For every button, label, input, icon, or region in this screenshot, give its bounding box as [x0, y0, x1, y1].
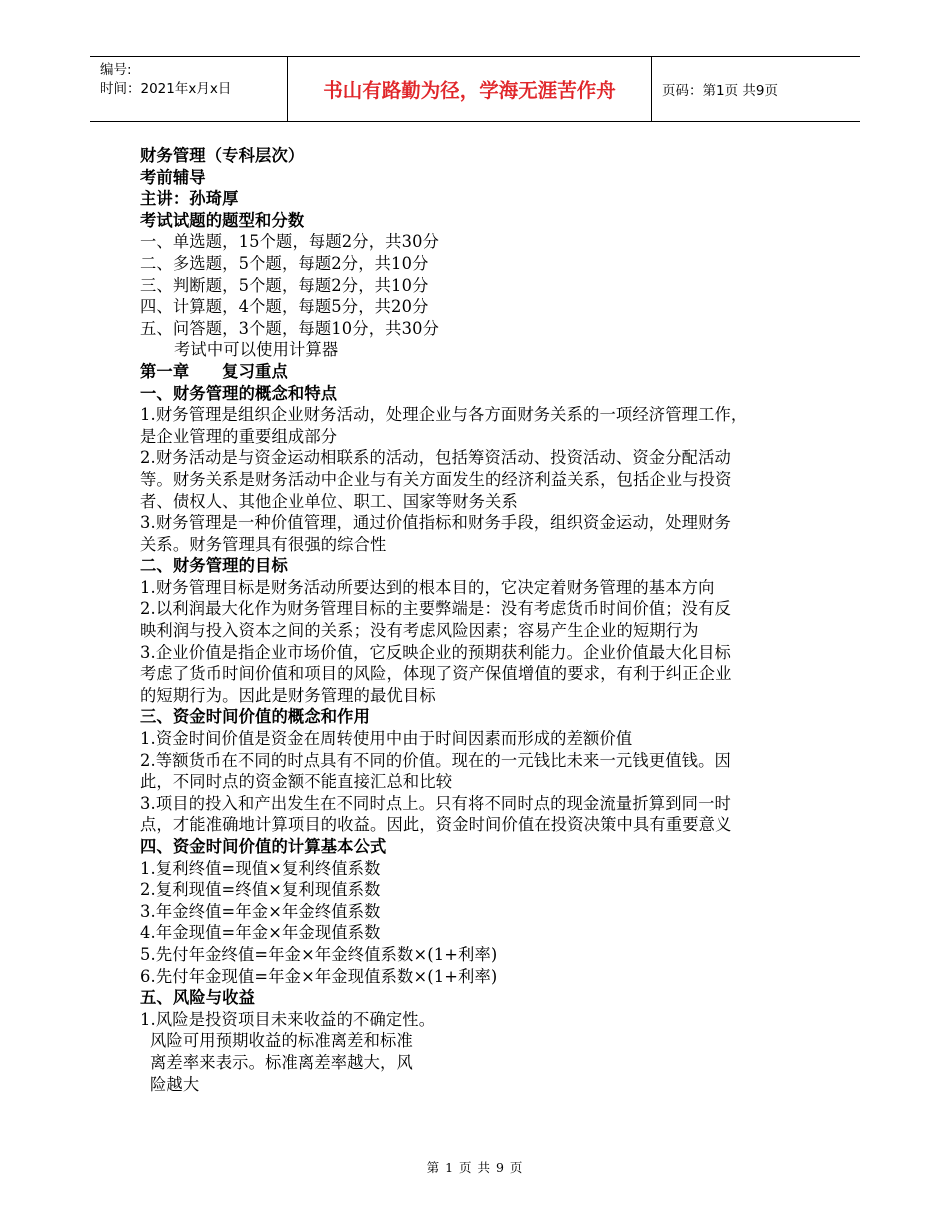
body-line: 2.等额货币在不同的时点具有不同的价值。现在的一元钱比未来一元钱更值钱。因: [140, 750, 731, 770]
time-label: 时间：2021年x月x日: [100, 81, 232, 97]
body-line: 考试中可以使用计算器: [174, 340, 339, 360]
section-heading: 第一章 复习重点: [140, 361, 288, 381]
body-line: 四、计算题，4个题，每题5分，共20分: [140, 297, 429, 317]
body-line: 映利润与投入资本之间的关系；没有考虑风险因素；容易产生企业的短期行为: [140, 621, 699, 641]
body-line: 2.复利现值=终值×复利现值系数: [140, 880, 381, 900]
body-line: 点，才能准确地计算项目的收益。因此，资金时间价值在投资决策中具有重要意义: [140, 815, 732, 835]
body-line: 三、判断题，5个题，每题2分，共10分: [140, 275, 429, 295]
header-left-cell: [90, 57, 287, 121]
body-line: 4.年金现值=年金×年金现值系数: [140, 923, 381, 943]
body-line: 6.先付年金现值=年金×年金现值系数×(1+利率): [140, 966, 498, 986]
document-body: [140, 145, 830, 1095]
body-line: 此，不同时点的资金额不能直接汇总和比较: [140, 772, 453, 792]
body-line: 五、问答题，3个题，每题10分，共30分: [140, 318, 440, 338]
body-line: 1.资金时间价值是资金在周转使用中由于时间因素而形成的差额价值: [140, 729, 633, 749]
body-line: 3.年金终值=年金×年金终值系数: [140, 901, 381, 921]
body-line: 风险可用预期收益的标准离差和标准: [150, 1031, 413, 1051]
section-heading: 考前辅导: [140, 167, 206, 187]
body-line: 2.财务活动是与资金运动相联系的活动，包括筹资活动、投资活动、资金分配活动: [140, 448, 731, 468]
body-line: 二、多选题，5个题，每题2分，共10分: [140, 253, 429, 273]
body-line: 5.先付年金终值=年金×年金终值系数×(1+利率): [140, 944, 498, 964]
body-line: 1.财务管理是组织企业财务活动，处理企业与各方面财务关系的一项经济管理工作，: [140, 405, 748, 425]
body-line: 关系。财务管理具有很强的综合性: [140, 534, 387, 554]
section-heading: 财务管理（专科层次）: [140, 146, 305, 165]
section-heading: 四、资金时间价值的计算基本公式: [140, 837, 387, 856]
body-line: 等。财务关系是财务活动中企业与有关方面发生的经济利益关系，包括企业与投资: [140, 469, 732, 489]
section-heading: 三、资金时间价值的概念和作用: [140, 707, 371, 727]
section-heading: 考试试题的题型和分数: [140, 210, 305, 230]
section-heading: 五、风险与收益: [140, 988, 256, 1008]
body-line: 3.项目的投入和产出发生在不同时点上。只有将不同时点的现金流量折算到同一时: [140, 793, 731, 813]
section-heading: 一、财务管理的概念和特点: [140, 383, 338, 403]
body-line: 险越大: [150, 1074, 200, 1094]
body-line: 1.复利终值=现值×复利终值系数: [140, 858, 381, 878]
header-table: [90, 56, 860, 122]
body-line: 的短期行为。因此是财务管理的最优目标: [140, 685, 436, 705]
header-page-label: 页码：第1页 共9页: [662, 83, 778, 99]
section-heading: 主讲：孙琦厚: [140, 189, 239, 209]
body-line: 离差率来表示。标准离差率越大，风: [150, 1052, 413, 1072]
body-line: 1.财务管理目标是财务活动所要达到的根本目的，它决定着财务管理的基本方向: [140, 577, 715, 597]
header-slogan: 书山有路勤为径，学海无涯苦作舟: [287, 57, 652, 121]
section-heading: 二、财务管理的目标: [140, 556, 288, 576]
body-line: 是企业管理的重要组成部分: [140, 426, 338, 446]
body-line: 3.企业价值是指企业市场价值，它反映企业的预期获利能力。企业价值最大化目标: [140, 642, 731, 662]
body-line: 一、单选题，15个题，每题2分，共30分: [140, 232, 440, 252]
body-line: 1.风险是投资项目未来收益的不确定性。: [140, 1009, 436, 1029]
body-line: 者、债权人、其他企业单位、职工、国家等财务关系: [140, 491, 518, 511]
page-footer: 第 1 页 共 9 页: [426, 1160, 524, 1175]
body-line: 2.以利润最大化作为财务管理目标的主要弊端是：没有考虑货币时间价值；没有反: [140, 599, 731, 619]
number-label: 编号:: [100, 62, 132, 78]
body-line: 考虑了货币时间价值和项目的风险，体现了资产保值增值的要求，有利于纠正企业: [140, 664, 732, 684]
body-line: 3.财务管理是一种价值管理，通过价值指标和财务手段，组织资金运动，处理财务: [140, 513, 731, 533]
